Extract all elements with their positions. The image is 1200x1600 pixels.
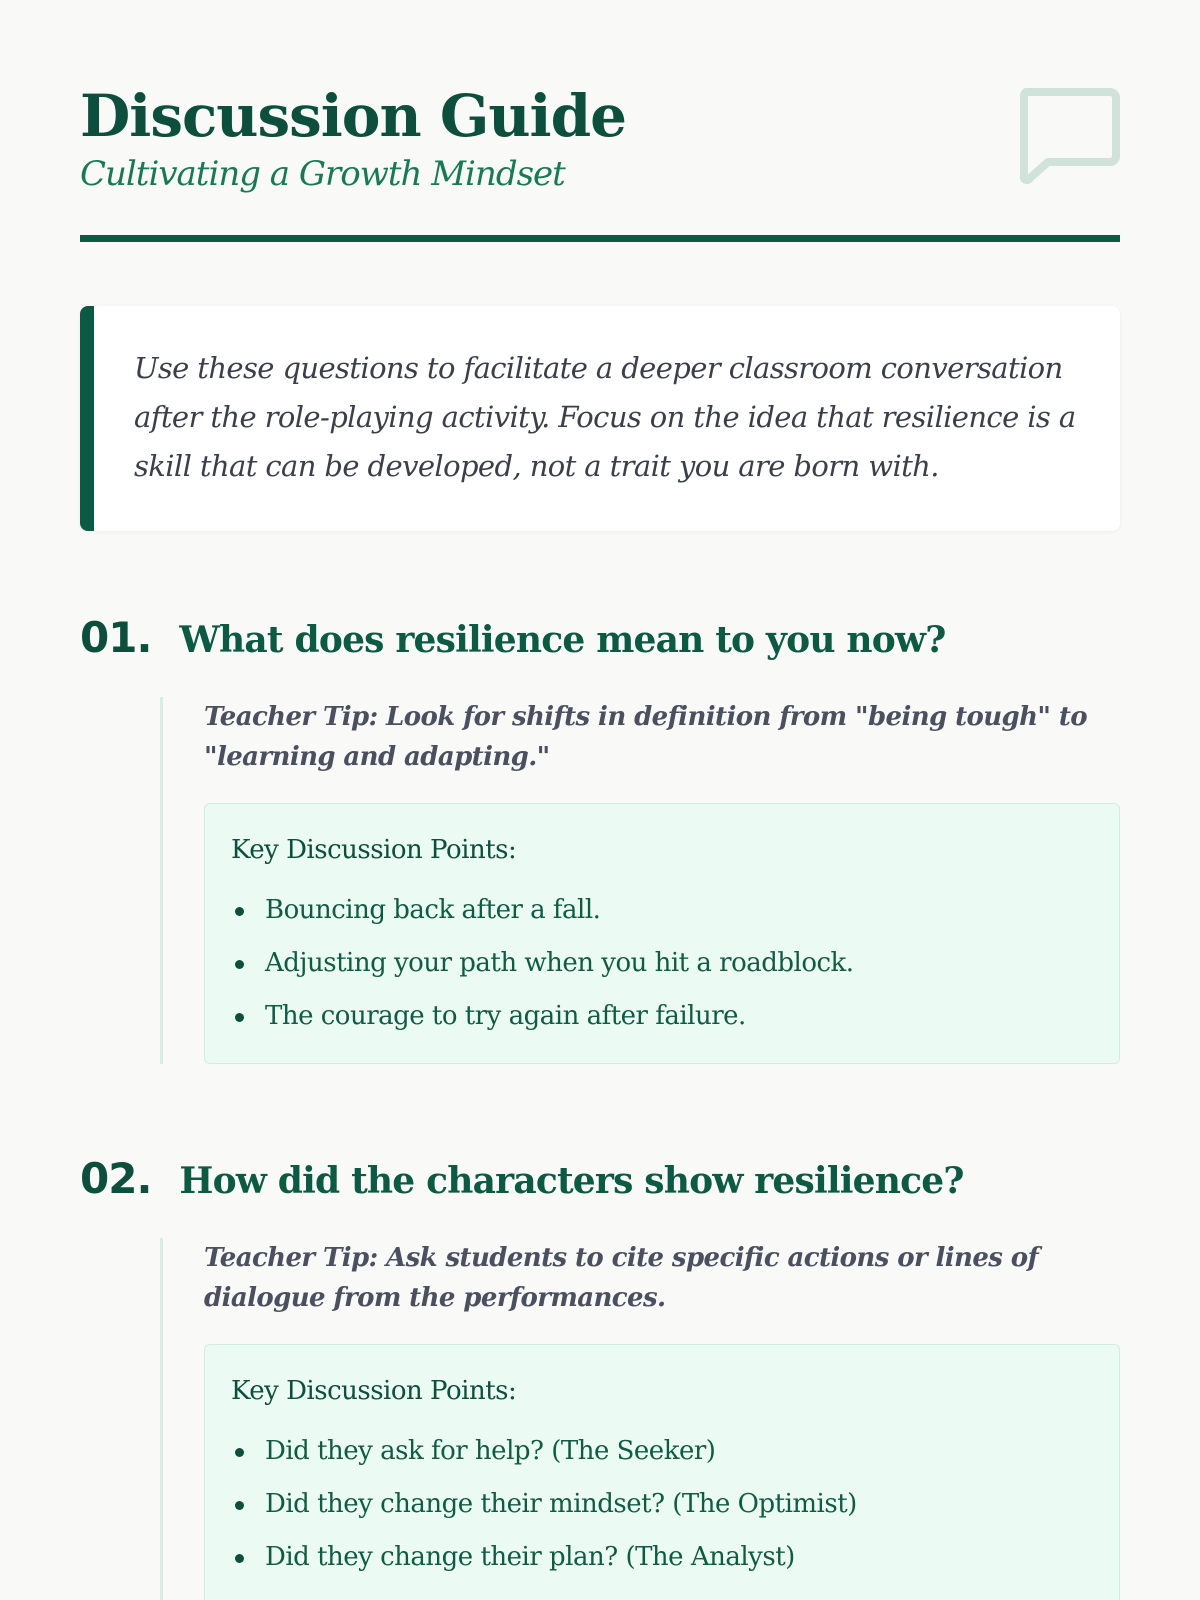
question-body: [160, 697, 1120, 1064]
question-text: How did the characters show resilience?: [179, 1160, 964, 1202]
key-points-box: [204, 1344, 1120, 1600]
intro-text: Use these questions to facilitate a deeper classroom conversation after the role-playing activity. Focus on the idea that resilience is a skill that can be developed, not a trait you are born with.: [134, 351, 1076, 483]
page-header: [80, 0, 1120, 242]
key-points-list: [231, 884, 1093, 1043]
list-item: Did they ask for help? (The Seeker): [231, 1425, 1093, 1478]
intro-callout: [80, 306, 1120, 531]
page-title: Discussion Guide: [80, 82, 627, 150]
question-heading: [80, 613, 1120, 669]
key-points-title: Key Discussion Points:: [231, 835, 517, 865]
page-subtitle: Cultivating a Growth Mindset: [80, 154, 565, 194]
question-number: 01.: [80, 613, 152, 662]
question-2: [80, 1154, 1120, 1600]
teacher-tip: Teacher Tip: Look for shifts in definition from "being tough" to "learning and adapting.": [204, 702, 1087, 772]
question-body: [160, 1238, 1120, 1600]
list-item: Adjusting your path when you hit a roadblock.: [231, 937, 1093, 990]
list-item: Did they change their plan? (The Analyst): [231, 1531, 1093, 1584]
question-number: 02.: [80, 1154, 152, 1203]
teacher-tip: Teacher Tip: Ask students to cite specific actions or lines of dialogue from the performances.: [204, 1243, 1039, 1313]
key-points-title: Key Discussion Points:: [231, 1376, 517, 1406]
key-points-box: [204, 803, 1120, 1064]
question-heading: [80, 1154, 1120, 1210]
list-item: Bouncing back after a fall.: [231, 884, 1093, 937]
list-item: Did they change their mindset? (The Optimist): [231, 1478, 1093, 1531]
question-text: What does resilience mean to you now?: [179, 619, 946, 661]
question-1: [80, 613, 1120, 1064]
key-points-list: [231, 1425, 1093, 1584]
chat-bubble-icon: [1016, 86, 1120, 186]
list-item: The courage to try again after failure.: [231, 990, 1093, 1043]
